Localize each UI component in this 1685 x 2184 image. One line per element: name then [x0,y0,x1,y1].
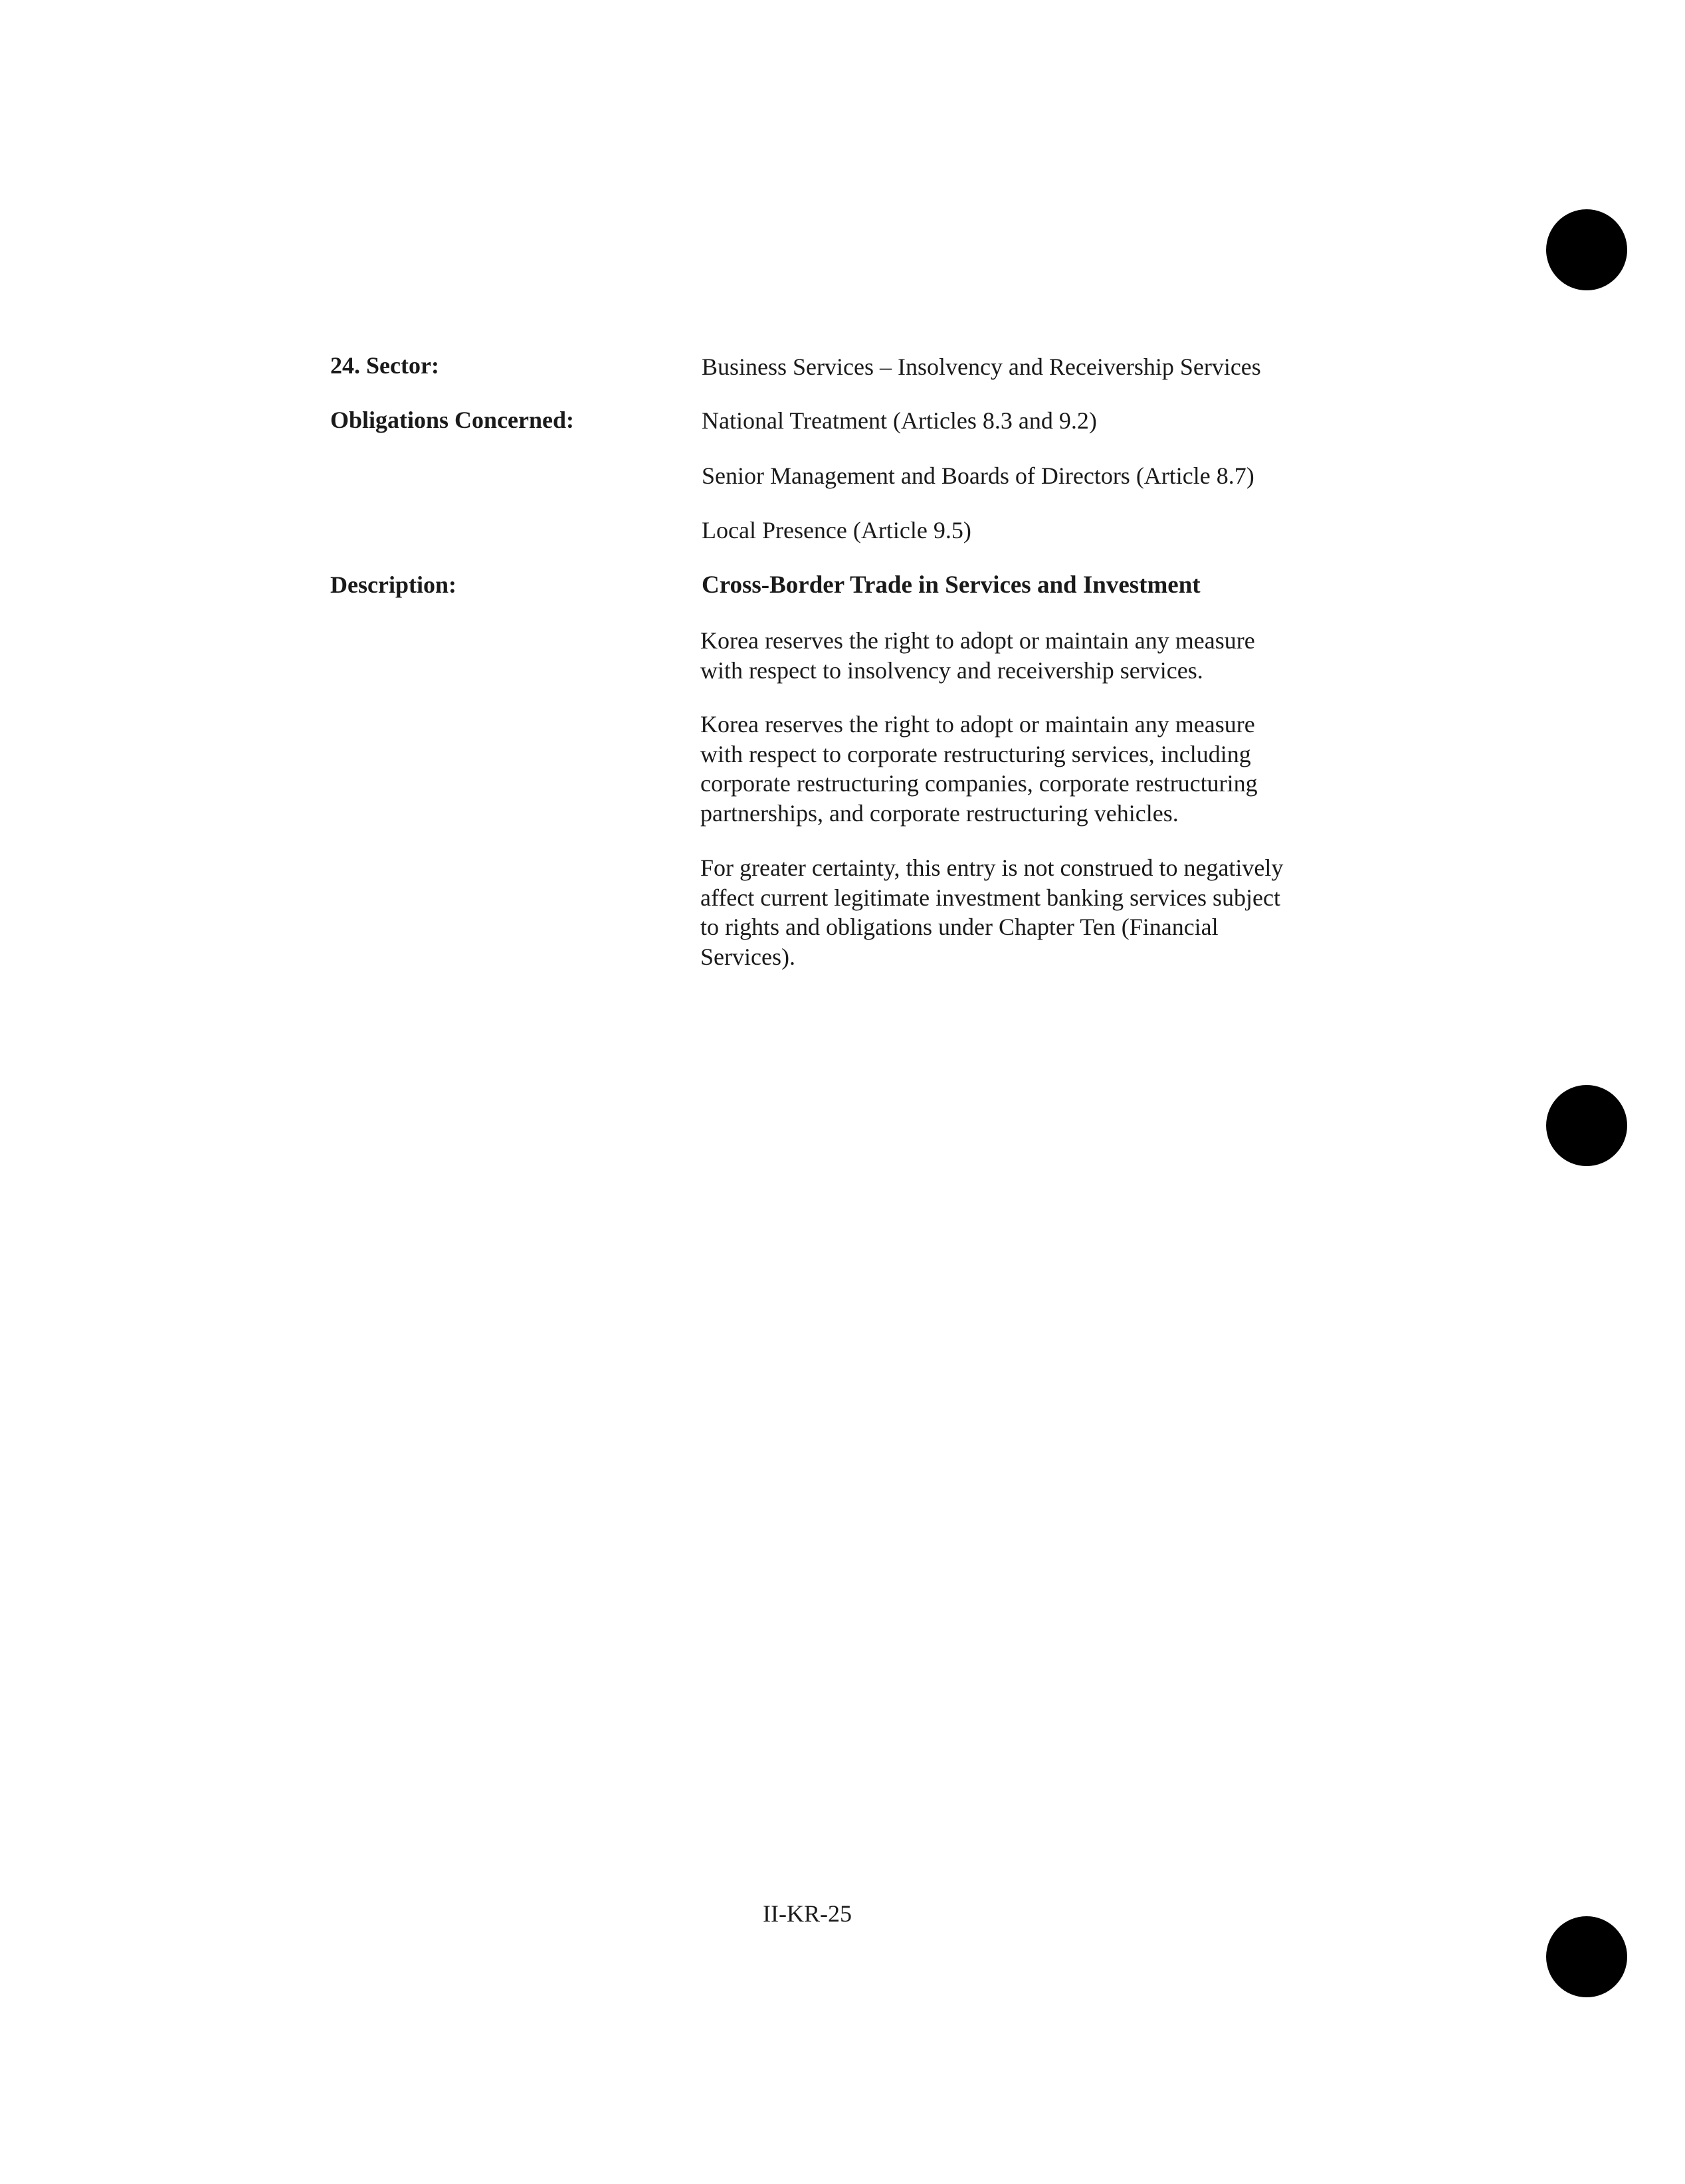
paragraph-line: Services). [700,943,795,970]
sector-value: Business Services – Insolvency and Receivership Services [702,353,1261,380]
paragraph-line: partnerships, and corporate restructuring vehicles. [700,799,1179,827]
punch-hole-top [1546,209,1627,290]
punch-hole-middle [1546,1085,1627,1166]
description-heading: Cross-Border Trade in Services and Investment [702,571,1201,599]
description-paragraph [700,710,1351,828]
obligation-item: Local Presence (Article 9.5) [702,517,971,544]
description-paragraph [700,853,1351,971]
description-paragraph [700,626,1351,685]
obligations-label: Obligations Concerned: [330,407,575,433]
paragraph-line: Korea reserves the right to adopt or maintain any measure [700,627,1255,654]
paragraph-line: For greater certainty, this entry is not construed to negatively [700,854,1284,881]
paragraph-line: corporate restructuring companies, corporate restructuring [700,770,1258,797]
obligation-item: Senior Management and Boards of Directors (Article 8.7) [702,462,1254,489]
punch-hole-bottom [1546,1916,1627,1997]
description-label: Description: [330,571,456,598]
sector-label: 24. Sector: [330,352,439,379]
paragraph-line: affect current legitimate investment banking services subject [700,884,1281,911]
paragraph-line: with respect to corporate restructuring services, including [700,740,1251,767]
obligation-item: National Treatment (Articles 8.3 and 9.2) [702,407,1097,434]
paragraph-line: to rights and obligations under Chapter Ten (Financial [700,914,1219,940]
page-number: II-KR-25 [763,1900,852,1927]
paragraph-line: with respect to insolvency and receivership services. [700,656,1203,684]
paragraph-line: Korea reserves the right to adopt or maintain any measure [700,711,1255,738]
